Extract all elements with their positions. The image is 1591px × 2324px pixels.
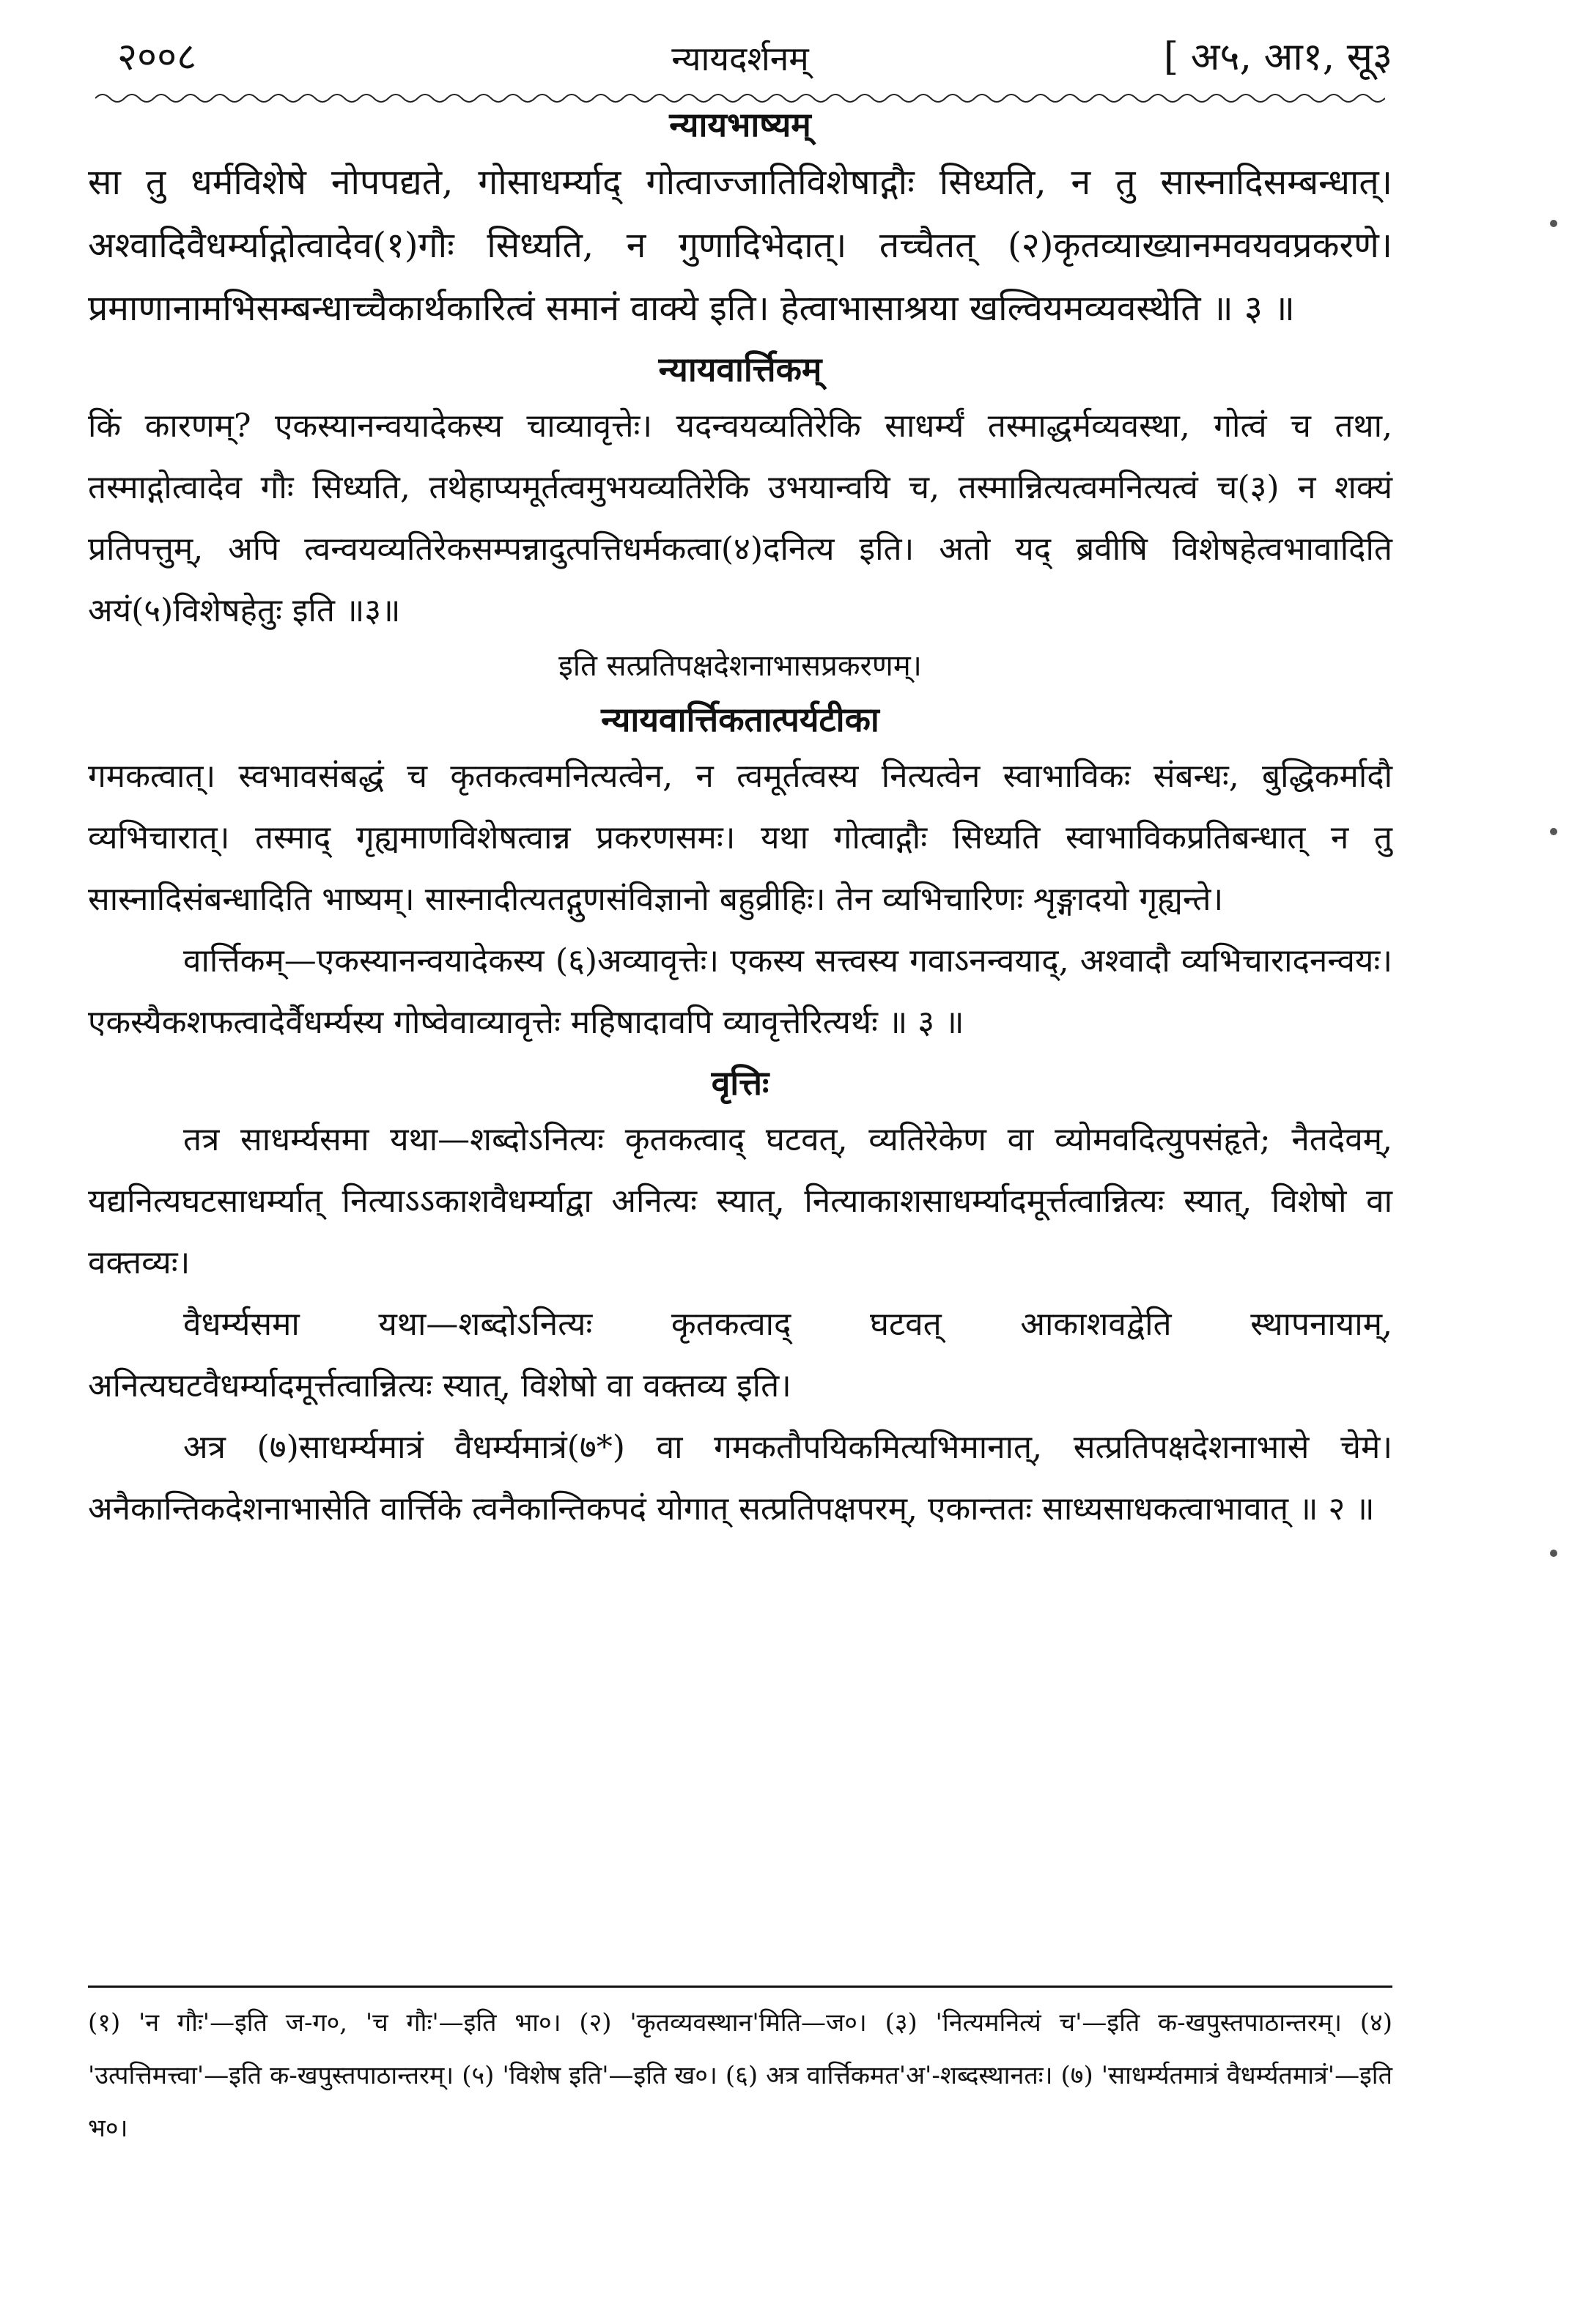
section-title-nyayabhashya: न्यायभाष्यम् [669, 105, 811, 144]
page-number: २००८ [117, 35, 197, 79]
section-title-tatparyatika: न्यायवार्त्तिकतात्पर्यटीका [601, 700, 879, 739]
running-head [88, 29, 1392, 95]
section-colophon: इति सत्प्रतिपक्षदेशनाभासप्रकरणम्। [558, 649, 922, 683]
footnote-divider [88, 1986, 1392, 1988]
tatparyatika-paragraph-2: वार्त्तिकम्—एकस्यानन्वयादेकस्य (६)अव्यावृत्तेः। एकस्य सत्त्वस्य गवाऽनन्वयाद्, अश्वादौ व्यभिचारादनन्वयः। एकस्यैकशफत्वादेर्वैधर्म्यस्य गोष्वेवाव्यावृत्तेः महिषादावपि व्यावृत्तेरित्यर्थः ॥ ३ ॥ [88, 942, 1392, 1041]
vritti-paragraph-2: वैधर्म्यसमा यथा—शब्दोऽनित्यः कृतकत्वाद् घटवत् आकाशवद्वेति स्थापनायाम्, अनित्यघटवैधर्म्यादमूर्त्तत्वान्नित्यः स्यात्, विशेषो वा वक्तव्य इति। [88, 1306, 1392, 1405]
chapter-reference: [ अ५, आ१, सू३ [1163, 35, 1392, 79]
section-title-vritti: वृत्तिः [711, 1063, 769, 1103]
page [88, 29, 1392, 1540]
scan-mark [1550, 220, 1557, 227]
vritti-paragraph-1: तत्र साधर्म्यसमा यथा—शब्दोऽनित्यः कृतकत्वाद् घटवत्, व्यतिरेकेण वा व्योमवदित्युपसंहृते; नैतदेवम्, यद्यनित्यघटसाधर्म्यात् नित्याऽऽकाशवैधर्म्याद्वा अनित्यः स्यात्, नित्याकाशसाधर्म्यादमूर्त्तत्वान्नित्यः स्यात्, विशेषो वा वक्तव्यः। [88, 1121, 1392, 1281]
nyayabhashya-paragraph: सा तु धर्मविशेषे नोपपद्यते, गोसाधर्म्याद् गोत्वाज्जातिविशेषाद्गौः सिध्यति, न तु सास्नादिसम्बन्धात्। अश्वादिवैधर्म्याद्गोत्वादेव(१)गौः सिध्यति, न गुणादिभेदात्। तच्चैतत् (२)कृतव्याख्यानमवयवप्रकरणे। प्रमाणानामभिसम्बन्धाच्चैकार्थकारित्वं समानं वाक्ये इति। हेत्वाभासाश्रया खल्वियमव्यवस्थेति ॥ ३ ॥ [88, 162, 1392, 329]
scan-mark [1550, 828, 1557, 835]
vritti-paragraph-3: अत्र (७)साधर्म्यमात्रं वैधर्म्यमात्रं(७*) वा गमकतौपयिकमित्यभिमानात्, सत्प्रतिपक्षदेशनाभासे चेमे। अनैकान्तिकदेशनाभासेति वार्त्तिके त्वनैकान्तिकपदं योगात् सत्प्रतिपक्षपरम्, एकान्ततः साध्यसाधकत्वाभावात् ॥ २ ॥ [88, 1429, 1392, 1528]
wavy-rule-divider [95, 89, 1385, 107]
running-title: न्यायदर्शनम् [671, 39, 809, 78]
scan-mark [1550, 1550, 1557, 1557]
nyayavarttika-paragraph: किं कारणम्? एकस्यानन्वयादेकस्य चाव्यावृत्तेः। यदन्वयव्यतिरेकि साधर्म्यं तस्माद्धर्मव्यवस्था, गोत्वं च तथा, तस्माद्गोत्वादेव गौः सिध्यति, तथेहाप्यमूर्तत्वमुभयव्यतिरेकि उभयान्वयि च, तस्मान्नित्यत्वमनित्यत्वं च(३) न शक्यं प्रतिपत्तुम्, अपि त्वन्वयव्यतिरेकसम्पन्नादुत्पत्तिधर्मकत्वा(४)दनित्य इति। अतो यद् ब्रवीषि विशेषहेत्वभावादिति अयं(५)विशेषहेतुः इति ॥३॥ [88, 407, 1392, 629]
tatparyatika-paragraph-1: गमकत्वात्। स्वभावसंबद्धं च कृतकत्वमनित्यत्वेन, न त्वमूर्तत्वस्य नित्यत्वेन स्वाभाविकः संबन्धः, बुद्धिकर्मादौ व्यभिचारात्। तस्माद् गृह्यमाणविशेषत्वान्न प्रकरणसमः। यथा गोत्वाद्गौः सिध्यति स्वाभाविकप्रतिबन्धात् न तु सास्नादिसंबन्धादिति भाष्यम्। सास्नादीत्यतद्गुणसंविज्ञानो बहुव्रीहिः। तेन व्यभिचारिणः शृङ्गादयो गृह्यन्ते। [88, 758, 1392, 918]
section-title-nyayavarttika: न्यायवार्त्तिकम् [658, 349, 822, 389]
footnotes: (१) 'न गौः'—इति ज-ग०, 'च गौः'—इति भा०। (२) 'कृतव्यवस्थान'मिति—ज०। (३) 'नित्यमनित्यं च'—इति क-खपुस्तपाठान्तरम्। (४) 'उत्पत्तिमत्त्वा'—इति क-खपुस्तपाठान्तरम्। (५) 'विशेष इति'—इति ख०। (६) अत्र वार्त्तिकमत'अ'-शब्दस्थानतः। (७) 'साधर्म्यतमात्रं वैधर्म्यतमात्रं'—इति भ०। [88, 2008, 1392, 2143]
